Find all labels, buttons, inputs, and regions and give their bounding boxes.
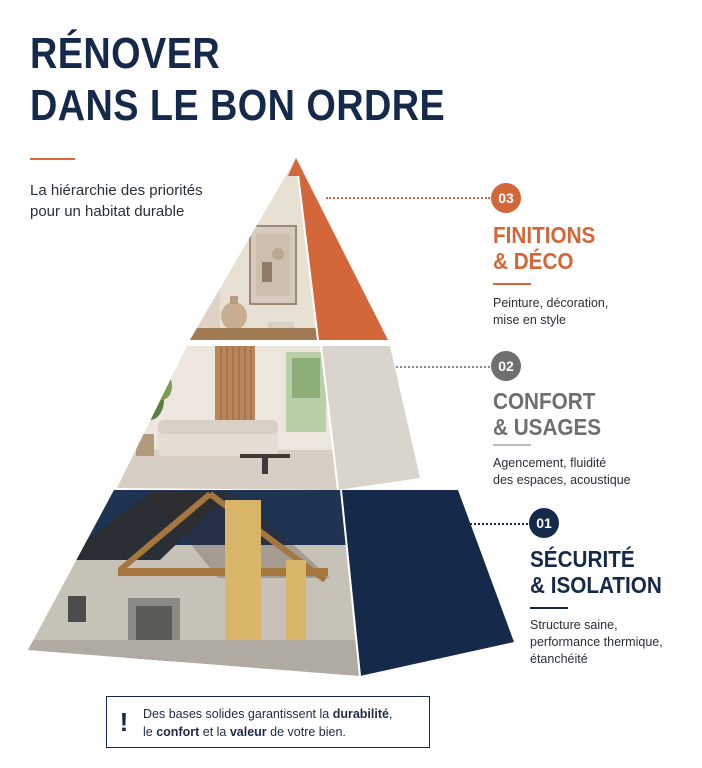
key-message-text [143, 705, 423, 741]
leader-line-02 [396, 366, 490, 368]
level-title-03-line-1: FINITIONS [493, 222, 596, 248]
level-desc-01-line-2: performance thermique, [530, 635, 663, 649]
exclamation-icon: ! [119, 707, 129, 737]
leader-line-01 [466, 523, 528, 525]
tier-1-scene-image [20, 485, 365, 680]
level-desc-01-line-1: Structure saine, [530, 618, 618, 632]
level-title-03-line-2: & DÉCO [493, 248, 574, 274]
tier-2-scene-image [110, 340, 345, 495]
level-rule-03 [493, 283, 531, 285]
level-title-03 [493, 222, 595, 274]
note-bold-confort: confort [156, 725, 200, 739]
level-title-02 [493, 388, 601, 440]
level-rule-02 [493, 444, 531, 446]
level-title-01-line-1: SÉCURITÉ [530, 546, 635, 572]
level-desc-02-line-2: des espaces, acoustique [493, 473, 631, 487]
subtitle-line-2: pour un habitat durable [30, 203, 185, 220]
level-desc-03 [493, 295, 653, 329]
level-badge-03: 03 [491, 183, 521, 213]
level-title-01 [530, 546, 662, 598]
note-text-4: de votre bien. [266, 725, 346, 739]
subtitle-line-1: La hiérarchie des priorités [30, 182, 203, 199]
note-text-0: le [143, 725, 157, 739]
level-desc-02-line-1: Agencement, fluidité [493, 456, 607, 470]
level-rule-01 [530, 607, 568, 609]
level-desc-01-line-3: étanchéité [530, 652, 588, 666]
note-text-2: , [388, 707, 393, 721]
note-bold-durabilite: durabilité [332, 707, 389, 721]
note-text-3: et la [199, 725, 230, 739]
tier-1-color-face [341, 490, 514, 676]
title-line-1: RÉNOVER [30, 29, 221, 78]
level-desc-03-line-1: Peinture, décoration, [493, 296, 609, 310]
key-message-box [106, 696, 430, 748]
level-title-02-line-1: CONFORT [493, 388, 596, 414]
level-badge-02: 02 [491, 351, 521, 381]
note-text-1: Des bases solides garantissent la [143, 707, 333, 721]
leader-line-03 [326, 197, 490, 199]
level-desc-02 [493, 455, 653, 489]
level-title-01-line-2: & ISOLATION [530, 572, 662, 598]
level-title-02-line-2: & USAGES [493, 414, 602, 440]
note-bold-valeur: valeur [229, 725, 267, 739]
level-desc-01 [530, 617, 690, 668]
tier-3-apex [288, 158, 305, 176]
level-desc-03-line-2: mise en style [493, 313, 566, 327]
title-line-2: DANS LE BON ORDRE [30, 81, 446, 130]
level-badge-01: 01 [529, 508, 559, 538]
